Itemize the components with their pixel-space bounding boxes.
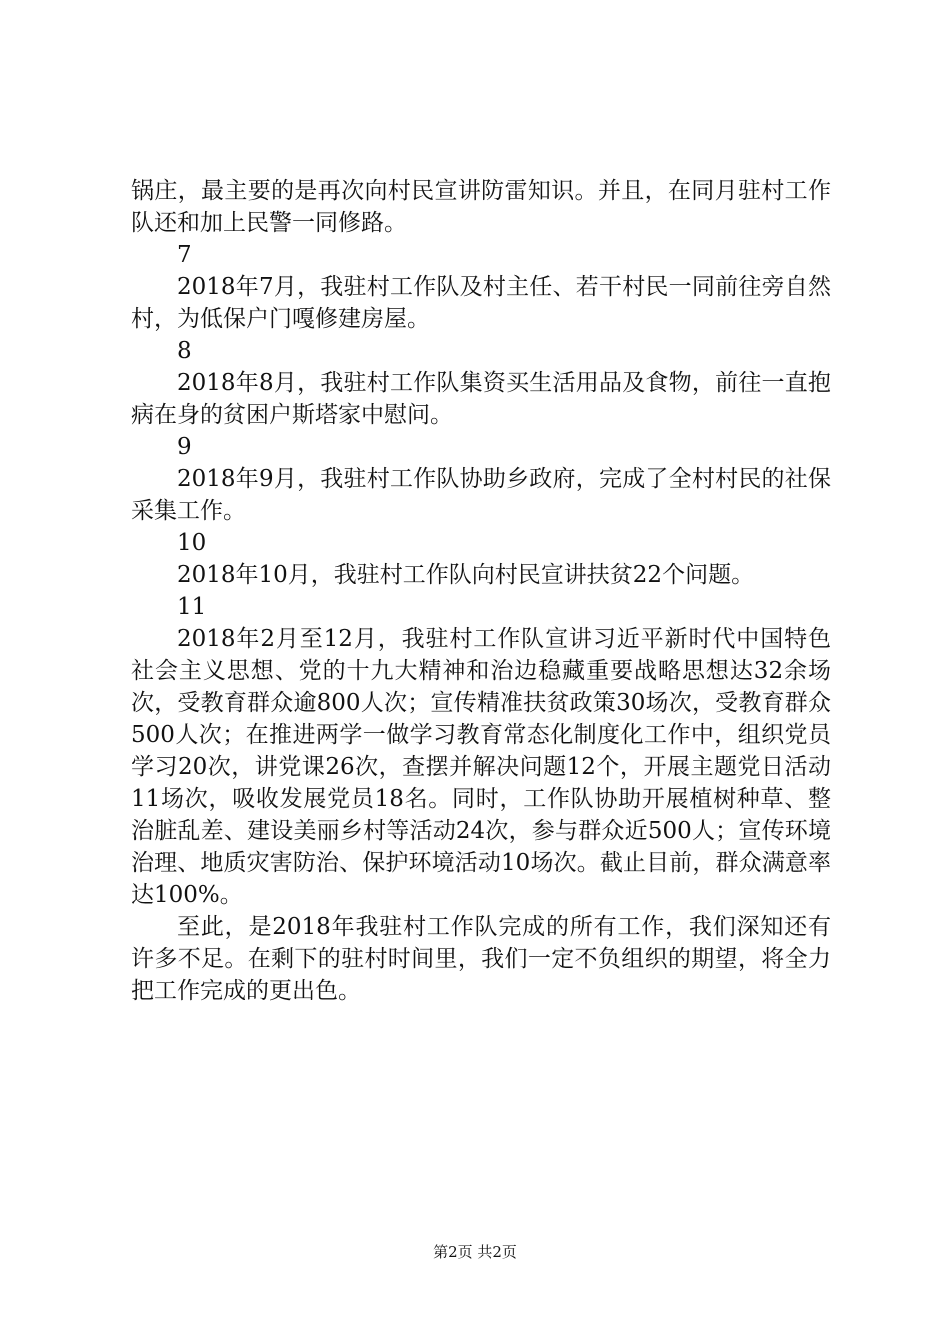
item-number-11: 11: [177, 594, 207, 620]
paragraph-august: 2018年8月，我驻村工作队集资买生活用品及食物，前往一直抱病在身的贫困户斯塔家中慰问。: [131, 370, 831, 428]
paragraph-conclusion: 至此，是2018年我驻村工作队完成的所有工作，我们深知还有许多不足。在剩下的驻村时间里，我们一定不负组织的期望，将全力把工作完成的更出色。: [131, 914, 831, 1004]
paragraph-continuation: 锅庄，最主要的是再次向村民宣讲防雷知识。并且，在同月驻村工作队还和加上民警一同修路。: [131, 178, 831, 236]
item-number-10: 10: [177, 530, 207, 556]
paragraph-july: 2018年7月，我驻村工作队及村主任、若干村民一同前往旁自然村，为低保户门嘎修建房屋。: [131, 274, 831, 332]
item-number-9: 9: [177, 434, 192, 460]
item-number-8: 8: [177, 338, 192, 364]
paragraph-october: 2018年10月，我驻村工作队向村民宣讲扶贫22个问题。: [177, 562, 755, 588]
document-body: [131, 175, 831, 1007]
paragraph-september: 2018年9月，我驻村工作队协助乡政府，完成了全村村民的社保采集工作。: [131, 466, 831, 524]
page-footer: 第2页 共2页: [433, 1243, 517, 1261]
paragraph-summary-feb-dec: 2018年2月至12月，我驻村工作队宣讲习近平新时代中国特色社会主义思想、党的十九大精神和治边稳藏重要战略思想达32余场次，受教育群众逾800人次；宣传精准扶贫政策30场次，受教育群众500人次；在推进两学一做学习教育常态化制度化工作中，组织党员学习20次，讲党课26次，查摆并解决问题12个，开展主题党日活动11场次，吸收发展党员18名。同时，工作队协助开展植树种草、整治脏乱差、建设美丽乡村等活动24次，参与群众近500人；宣传环境治理、地质灾害防治、保护环境活动10场次。截止目前，群众满意率达100%。: [131, 626, 831, 908]
item-number-7: 7: [177, 242, 192, 268]
